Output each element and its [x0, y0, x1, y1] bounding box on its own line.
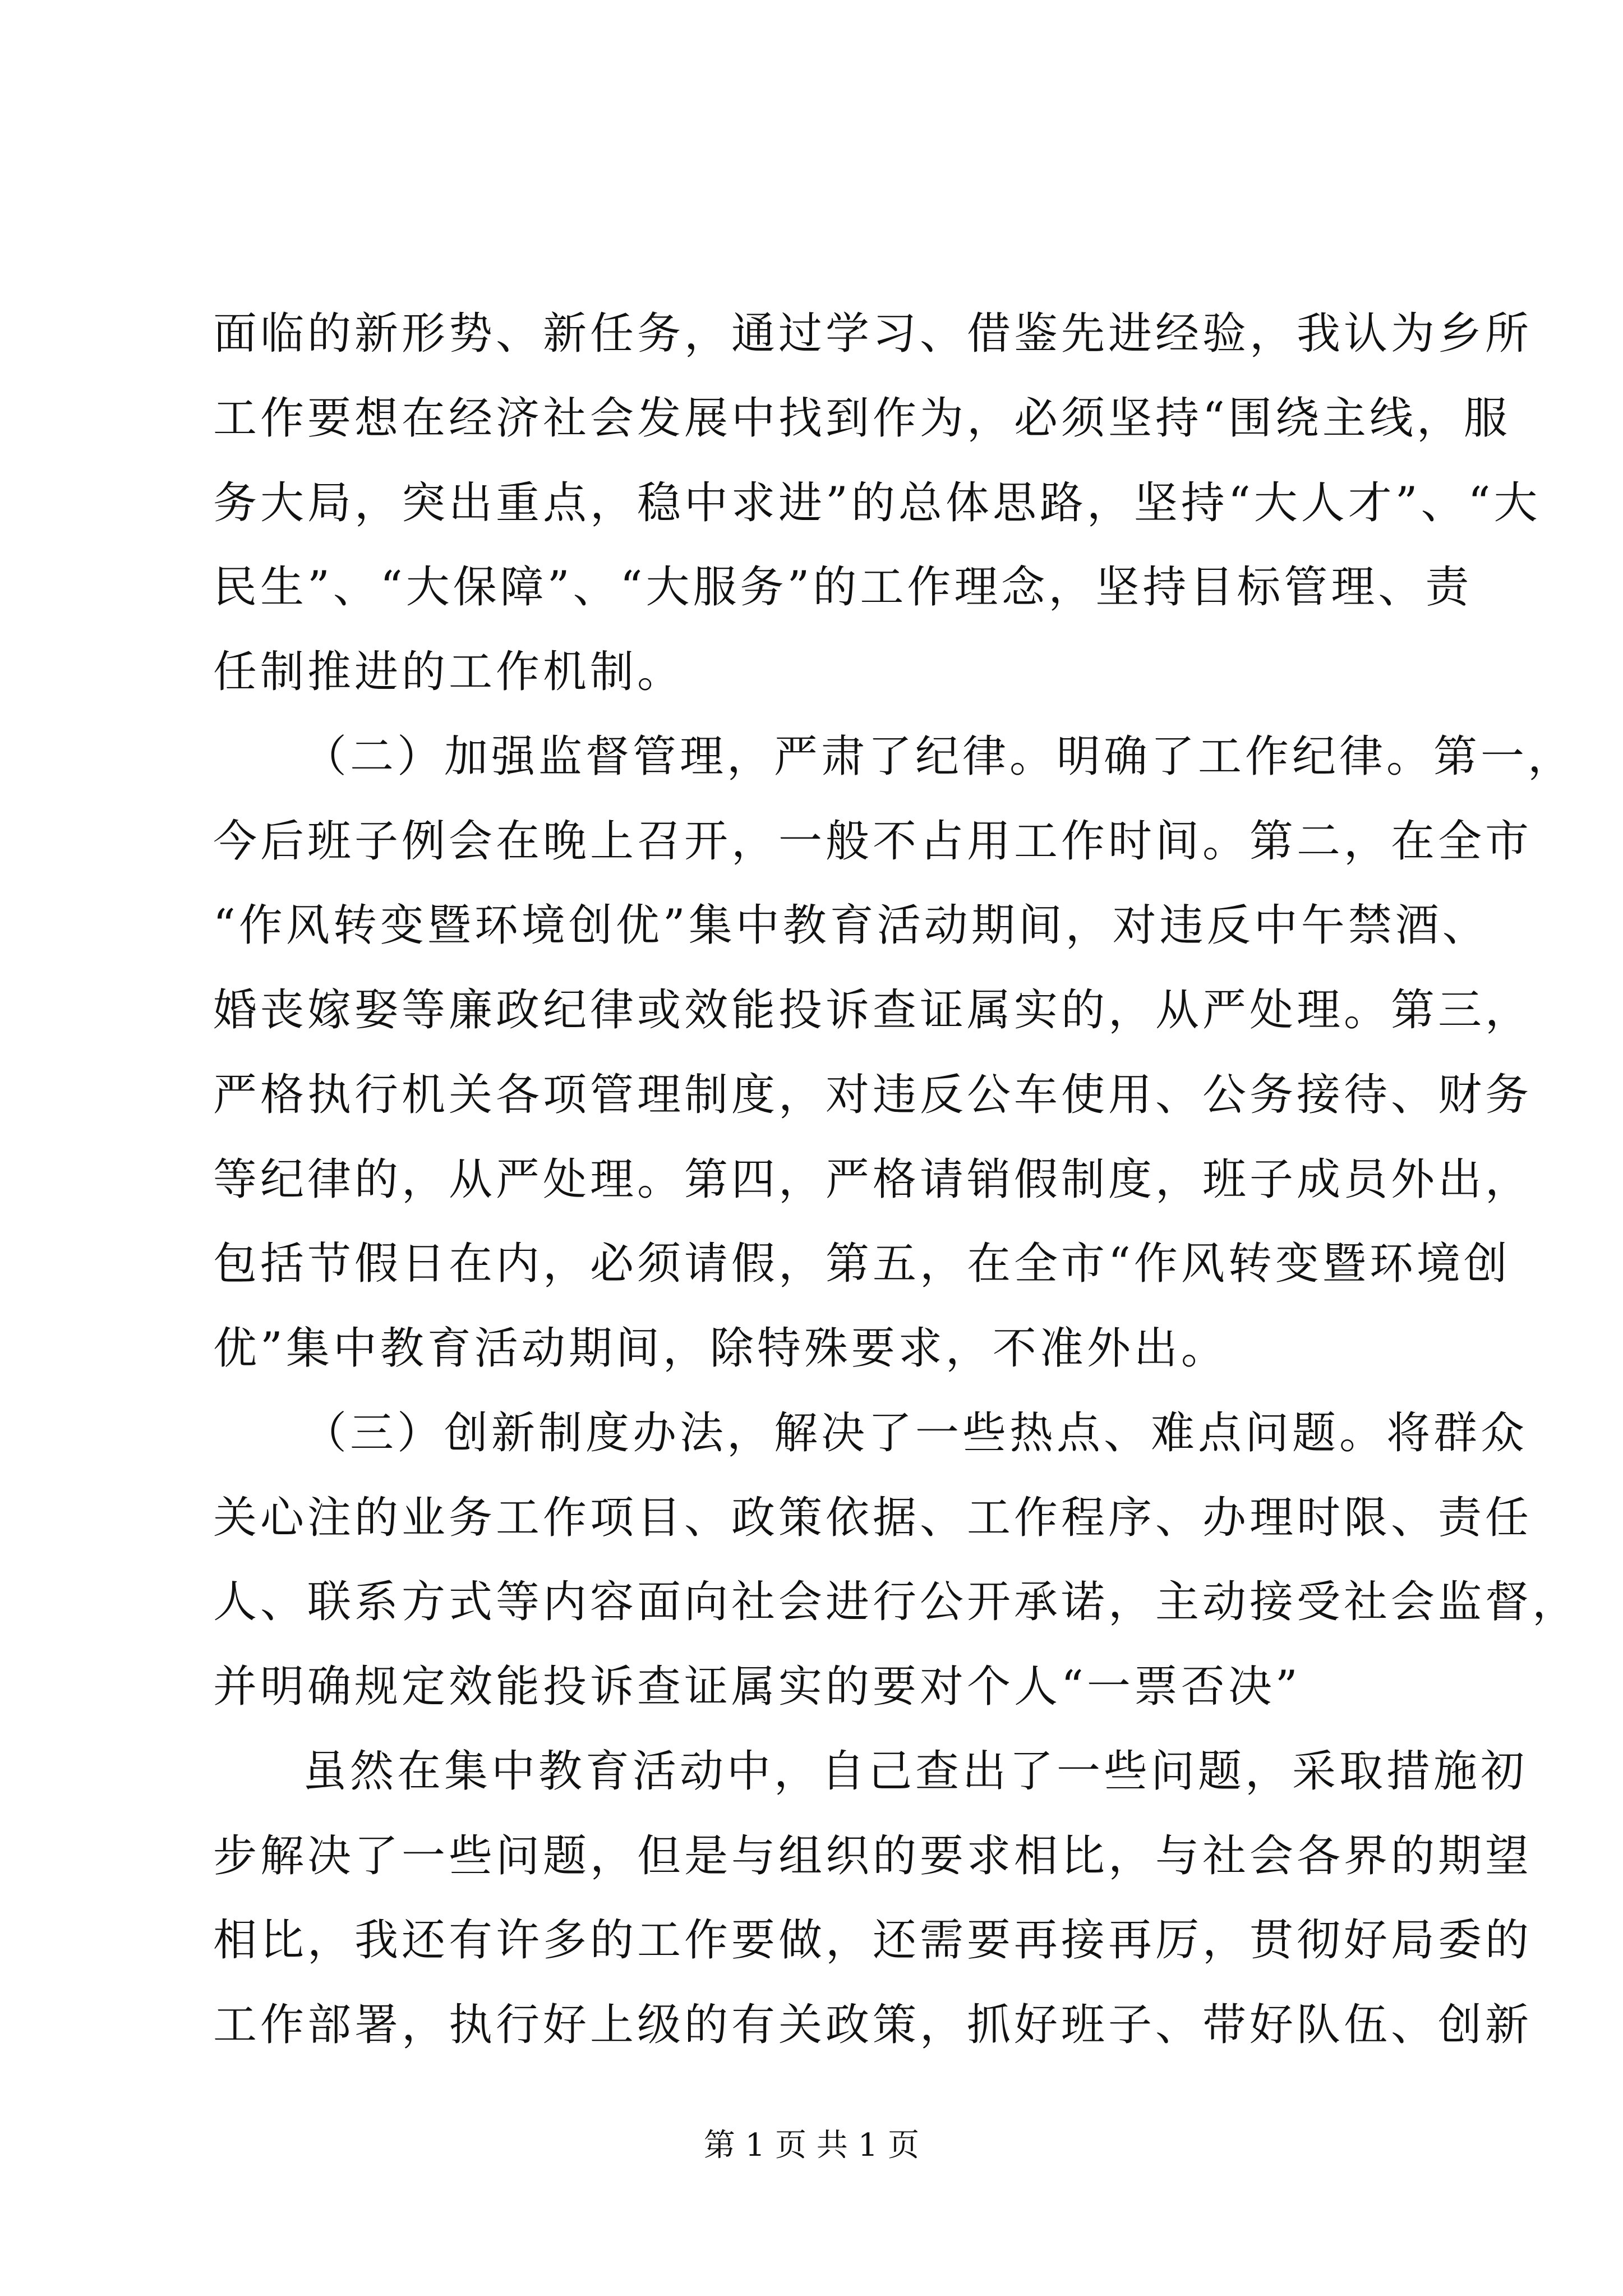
body-text-line: 工作要想在经济社会发展中找到作为，必须坚持“围绕主线，服 [213, 393, 1511, 444]
body-text-line: 关心注的业务工作项目、政策依据、工作程序、办理时限、责任 [213, 1493, 1533, 1543]
body-text-line: 严格执行机关各项管理制度，对违反公车使用、公务接待、财务 [213, 1070, 1533, 1120]
body-text-line: 相比，我还有许多的工作要做，还需要再接再厉，贯彻好局委的 [213, 1915, 1533, 1966]
body-text-line: 民生”、“大保障”、“大服务”的工作理念，坚持目标管理、责 [213, 562, 1473, 613]
paragraph-first-line: （三）创新制度办法，解决了一些热点、难点问题。将群众 [303, 1408, 1528, 1458]
body-text-line: 任制推进的工作机制。 [213, 647, 685, 697]
page-number-footer: 第 1 页 共 1 页 [703, 2127, 920, 2164]
body-text-line: 面临的新形势、新任务，通过学习、借鉴先进经验，我认为乡所 [213, 309, 1533, 359]
body-text-line: 等纪律的，从严处理。第四，严格请销假制度，班子成员外出， [213, 1154, 1533, 1205]
body-text-line: 工作部署，执行好上级的有关政策，抓好班子、带好队伍、创新 [213, 2000, 1533, 2050]
body-text-line: 婚丧嫁娶等廉政纪律或效能投诉查证属实的，从严处理。第三， [213, 985, 1533, 1036]
body-text-line: 并明确规定效能投诉查证属实的要对个人“一票否决” [213, 1662, 1301, 1712]
paragraph-first-line: 虽然在集中教育活动中，自己查出了一些问题，采取措施初 [303, 1746, 1528, 1797]
body-text-line: 人、联系方式等内容面向社会进行公开承诺，主动接受社会监督， [213, 1577, 1580, 1627]
paragraph-first-line: （二）加强监督管理，严肃了纪律。明确了工作纪律。第一， [303, 731, 1575, 782]
body-text-line: “作风转变暨环境创优”集中教育活动期间，对违反中午禁酒、 [213, 900, 1490, 951]
body-text-line: 今后班子例会在晚上召开，一般不占用工作时间。第二，在全市 [213, 816, 1533, 867]
body-text-line: 包括节假日在内，必须请假，第五，在全市“作风转变暨环境创 [213, 1239, 1511, 1289]
body-text-line: 步解决了一些问题，但是与组织的要求相比，与社会各界的期望 [213, 1831, 1533, 1881]
body-text-line: 优”集中教育活动期间，除特殊要求，不准外出。 [213, 1323, 1228, 1374]
body-text-line: 务大局，突出重点，稳中求进”的总体思路，坚持“大人才”、“大 [213, 478, 1541, 528]
